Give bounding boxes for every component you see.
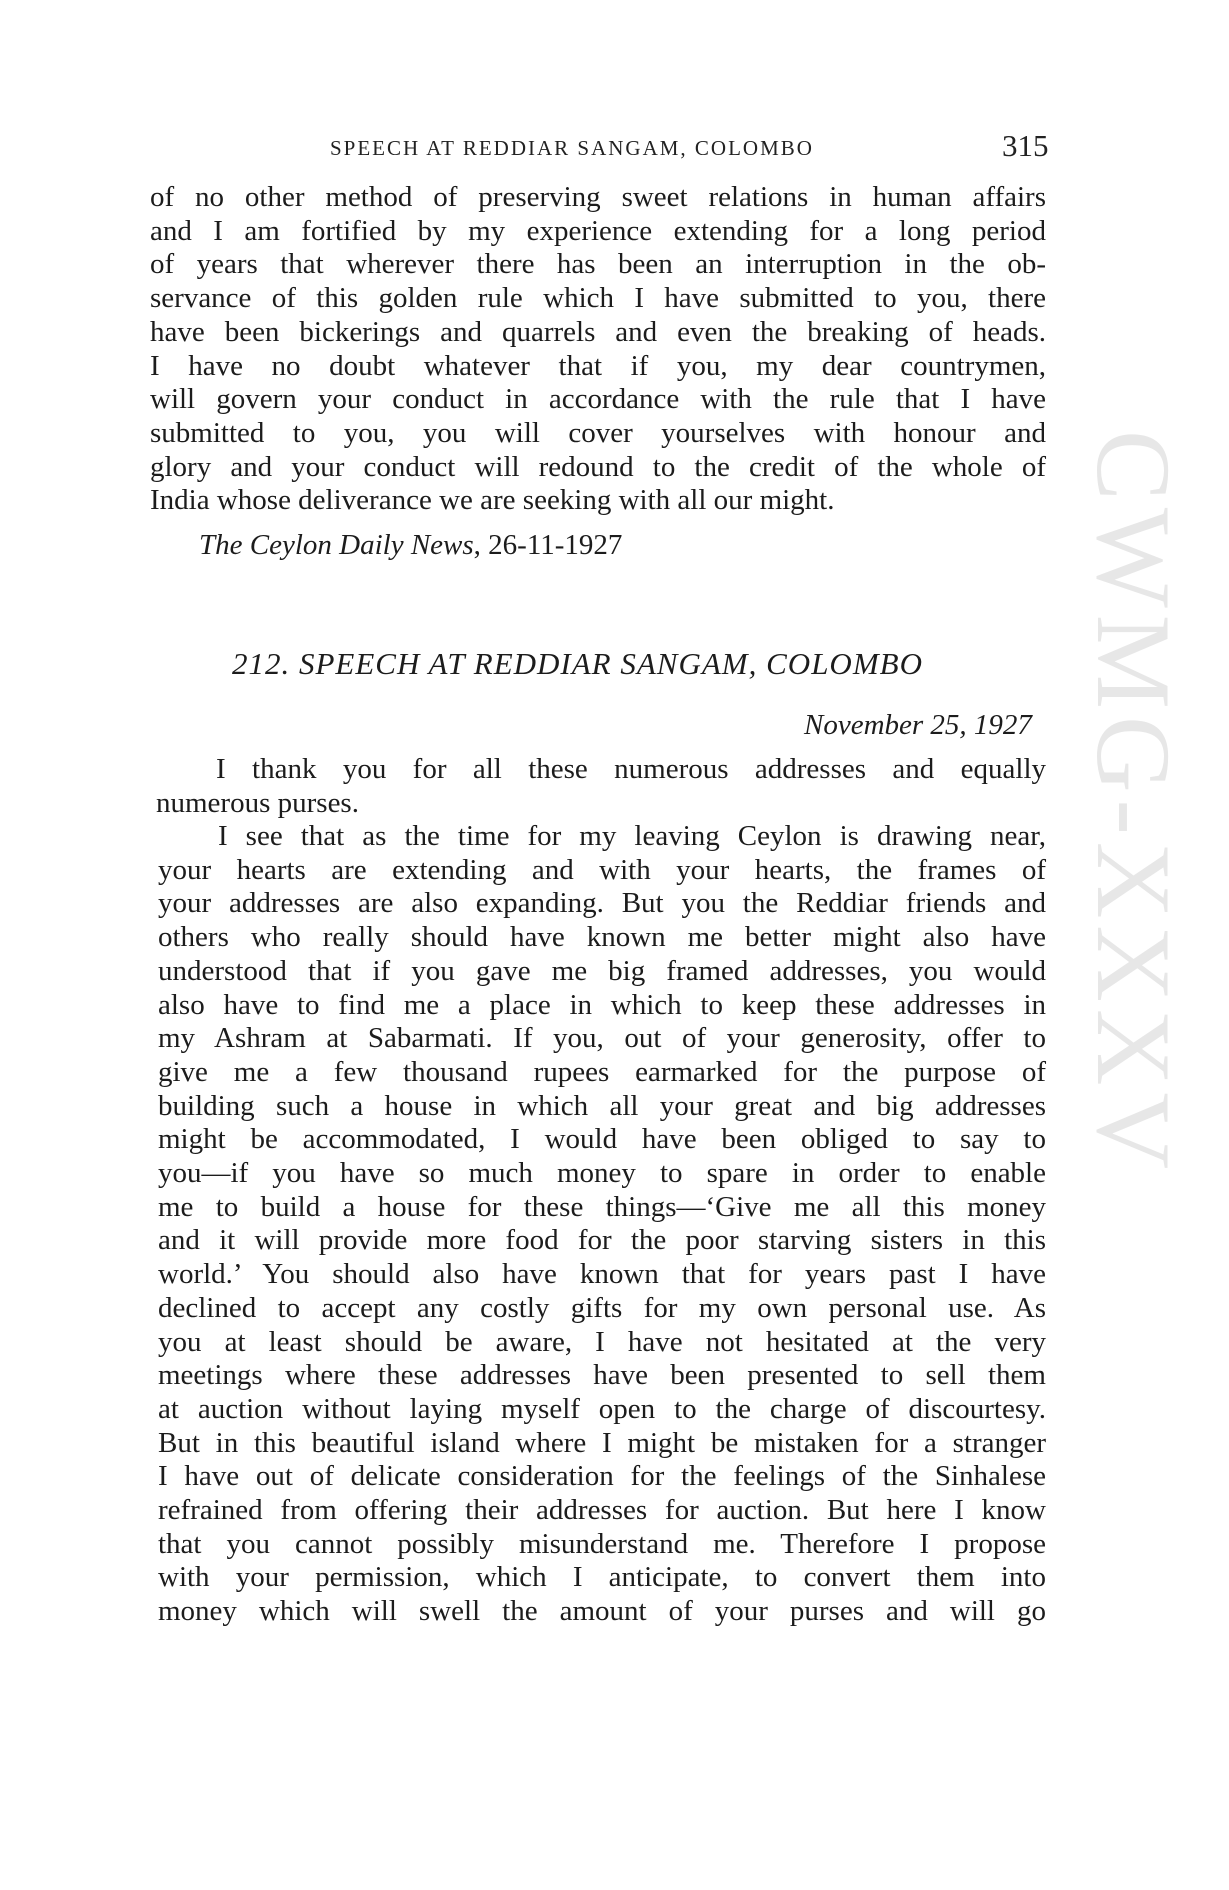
text-line: you at least should be aware, I have not hesitated at the very bbox=[158, 1325, 1046, 1358]
text-line: at auction without laying myself open to the charge of discourtesy. bbox=[158, 1392, 1046, 1425]
source-citation bbox=[199, 529, 622, 562]
text-line: I see that as the time for my leaving Ceylon is drawing near, bbox=[218, 820, 1046, 852]
text-line: money which will swell the amount of your purses and will go bbox=[158, 1595, 1046, 1628]
text-line: your addresses are also expanding. But you the Reddiar friends and bbox=[158, 887, 1046, 920]
text-line: I have out of delicate consideration for the feelings of the Sinhalese bbox=[158, 1460, 1046, 1493]
source-publication: The Ceylon Daily News bbox=[199, 529, 474, 561]
text-line: and I am fortified by my experience extending for a long period bbox=[150, 214, 1046, 247]
text-line: you—if you have so much money to spare in order to enable bbox=[158, 1157, 1046, 1190]
continuation-paragraph bbox=[150, 181, 1046, 518]
text-line: But in this beautiful island where I might be mistaken for a stranger bbox=[158, 1426, 1046, 1459]
text-line: your hearts are extending and with your hearts, the frames of bbox=[158, 853, 1046, 886]
text-line: submitted to you, you will cover yourselves with honour and bbox=[150, 416, 1046, 449]
text-line: of no other method of preserving sweet relations in human affairs bbox=[150, 181, 1046, 213]
text-line: I have no doubt whatever that if you, my dear countrymen, bbox=[150, 349, 1046, 382]
text-line: servance of this golden rule which I have submitted to you, there bbox=[150, 282, 1046, 315]
text-line: understood that if you gave me big framed addresses, you would bbox=[158, 954, 1046, 987]
section-date: November 25, 1927 bbox=[804, 709, 1032, 741]
text-line: that you cannot possibly misunderstand me. Therefore I propose bbox=[158, 1527, 1046, 1560]
watermark: CWMG-XXXV bbox=[1075, 430, 1192, 1177]
text-line: and it will provide more food for the poor starving sisters in this bbox=[158, 1224, 1046, 1257]
text-line: of years that wherever there has been an interruption in the ob- bbox=[150, 248, 1046, 281]
text-line: numerous purses. bbox=[156, 786, 359, 819]
paragraph-1 bbox=[156, 753, 1046, 820]
text-line: declined to accept any costly gifts for my own personal use. As bbox=[158, 1291, 1046, 1324]
text-line: have been bickerings and quarrels and even the breaking of heads. bbox=[150, 315, 1046, 348]
text-line: others who really should have known me better might also have bbox=[158, 921, 1046, 954]
text-line: will govern your conduct in accordance with the rule that I have bbox=[150, 383, 1046, 416]
text-line: refrained from offering their addresses for auction. But here I know bbox=[158, 1494, 1046, 1527]
text-line: might be accommodated, I would have been obliged to say to bbox=[158, 1123, 1046, 1156]
running-head: SPEECH AT REDDIAR SANGAM, COLOMBO bbox=[330, 136, 814, 160]
text-line: my Ashram at Sabarmati. If you, out of your generosity, offer to bbox=[158, 1022, 1046, 1055]
text-line: I thank you for all these numerous addresses and equally bbox=[216, 753, 1046, 785]
page-number: 315 bbox=[1002, 128, 1049, 163]
source-date: , 26-11-1927 bbox=[473, 529, 623, 561]
text-line: also have to find me a place in which to keep these addresses in bbox=[158, 988, 1046, 1021]
text-line: me to build a house for these things—‘Give me all this money bbox=[158, 1190, 1046, 1223]
section-title: 212. SPEECH AT REDDIAR SANGAM, COLOMBO bbox=[232, 646, 923, 681]
text-line: building such a house in which all your great and big addresses bbox=[158, 1089, 1046, 1122]
text-line: meetings where these addresses have been presented to sell them bbox=[158, 1359, 1046, 1392]
text-line: with your permission, which I anticipate, to convert them into bbox=[158, 1561, 1046, 1594]
text-line: world.’ You should also have known that for years past I have bbox=[158, 1258, 1046, 1291]
paragraph-2 bbox=[158, 820, 1046, 1629]
text-line: India whose deliverance we are seeking with all our might. bbox=[150, 484, 835, 517]
text-line: glory and your conduct will redound to the credit of the whole of bbox=[150, 450, 1046, 483]
text-line: give me a few thousand rupees earmarked for the purpose of bbox=[158, 1055, 1046, 1088]
